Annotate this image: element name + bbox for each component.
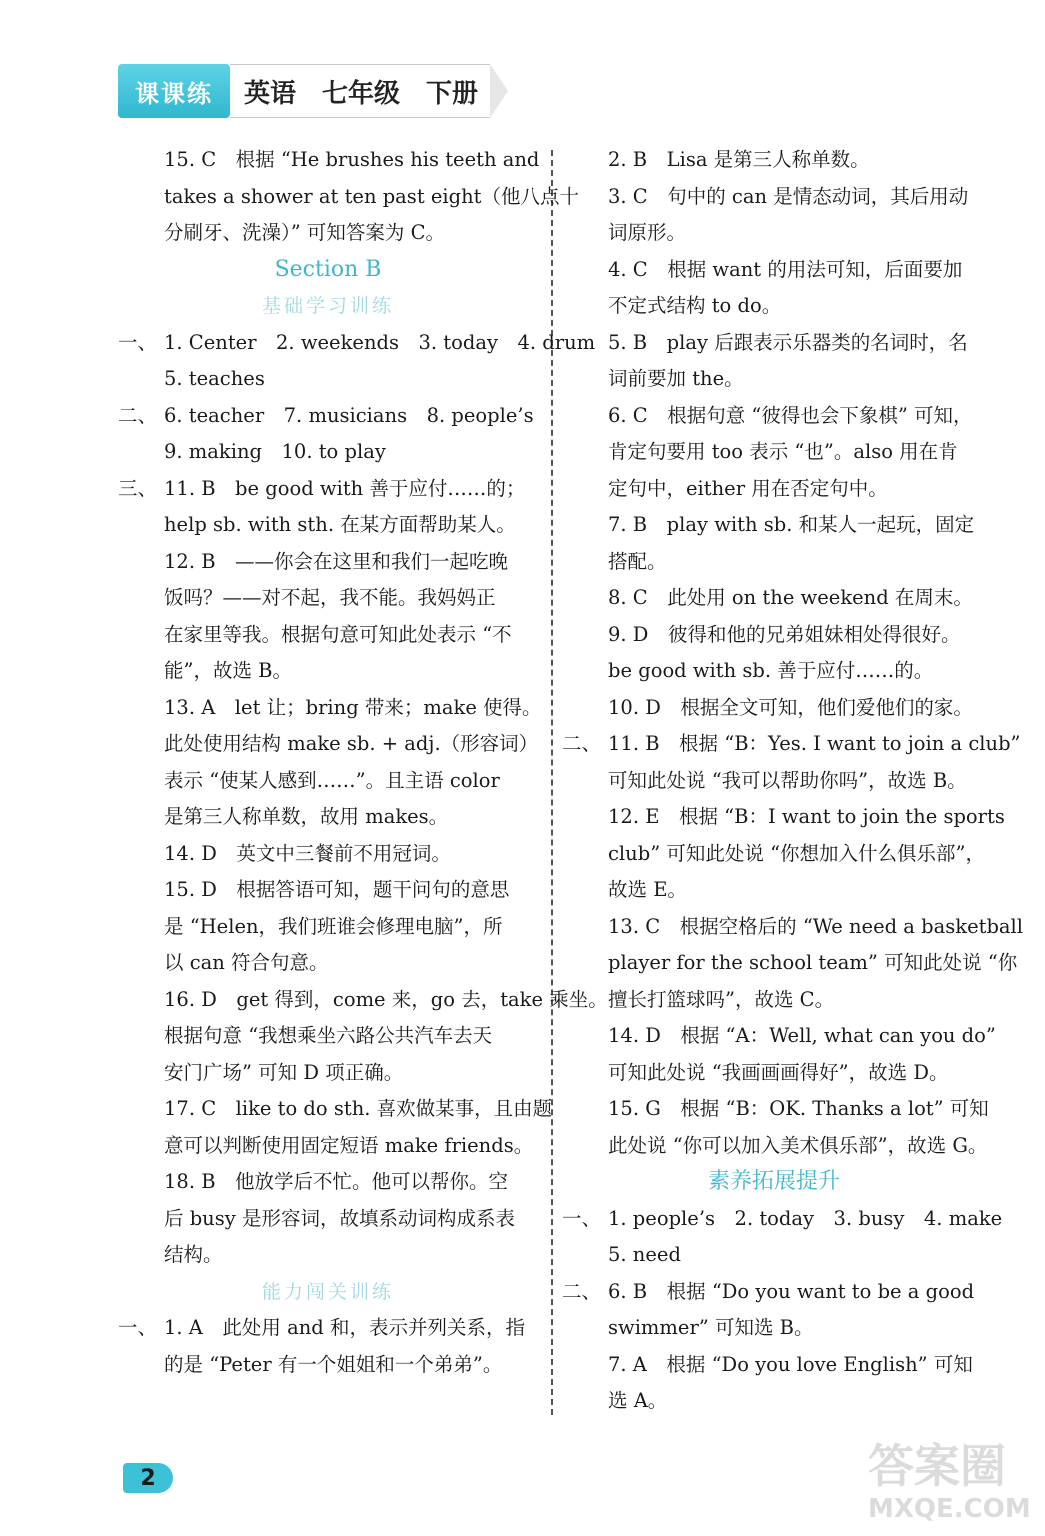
answer-text: 2. B Lisa 是第三人称单数。 — [608, 148, 870, 171]
answer-line — [562, 544, 986, 581]
answer-line — [118, 1201, 538, 1238]
answer-line — [562, 799, 1005, 836]
answer-text: 5. B play 后跟表示乐器类的名词时，名 — [608, 330, 968, 354]
answer-line — [562, 653, 986, 690]
page-number: 2 — [123, 1463, 173, 1493]
right-column — [562, 142, 1024, 1420]
answer-text: 搭配。 — [608, 549, 667, 573]
brand-logo — [118, 64, 230, 118]
left-column — [118, 142, 608, 1383]
answer-text: 故选 E。 — [608, 878, 687, 901]
answer-line — [562, 909, 1024, 946]
section-heading — [118, 252, 538, 289]
part-marker: 二、 — [562, 732, 602, 755]
part-marker: 一、 — [118, 330, 158, 354]
answer-text: 14. D 英文中三餐前不用冠词。 — [164, 841, 451, 865]
answer-text: 分刷牙、洗澡）” 可知答案为 C。 — [164, 221, 446, 244]
answer-line — [118, 215, 538, 252]
answer-text: 4. C 根据 want 的用法可知，后面要加 — [608, 257, 963, 281]
answer-text: player for the school team” 可知此处说 “你 — [608, 951, 1018, 974]
answer-line — [562, 1128, 986, 1165]
answer-line — [118, 544, 538, 581]
answer-line — [562, 1347, 986, 1384]
answer-line — [562, 471, 986, 508]
answer-text: 的是 “Peter 有一个姐姐和一个弟弟”。 — [164, 1352, 503, 1376]
answer-text: 安门广场” 可知 D 项正确。 — [164, 1060, 404, 1084]
answer-line — [118, 909, 538, 946]
book-title: 英语 七年级 下册 — [244, 78, 479, 109]
part-marker: 二、 — [562, 1279, 602, 1303]
answer-text: 不定式结构 to do。 — [608, 294, 782, 317]
answer-line — [562, 1274, 986, 1311]
answer-line — [562, 215, 986, 252]
answer-text: 此处使用结构 make sb. + adj.（形容词） — [164, 732, 539, 755]
answer-line — [562, 507, 986, 544]
answer-text: 13. A let 让；bring 带来；make 使得。 — [164, 695, 542, 719]
answer-line — [562, 361, 986, 398]
answer-text: 可知此处说 “我可以帮助你吗”，故选 B。 — [608, 768, 967, 792]
answer-line — [562, 398, 986, 435]
answer-text: 6. B 根据 “Do you want to be a good — [608, 1279, 975, 1303]
answer-text: 是第三人称单数，故用 makes。 — [164, 805, 449, 828]
part-marker: 一、 — [118, 1316, 158, 1339]
answer-line — [562, 580, 986, 617]
answer-line — [562, 836, 986, 873]
answer-line — [118, 179, 580, 216]
section-heading-text: Section B — [274, 256, 382, 282]
answer-line — [118, 872, 538, 909]
answer-text: 是 “Helen，我们班谁会修理电脑”，所 — [164, 914, 503, 938]
part-marker: 一、 — [562, 1206, 602, 1230]
answer-line — [562, 1018, 996, 1055]
section-heading-text: 能力闯关训练 — [261, 1280, 394, 1303]
answer-text: 15. G 根据 “B：OK. Thanks a lot” 可知 — [608, 1097, 989, 1120]
answer-line — [562, 142, 986, 179]
answer-text: 10. D 根据全文可知，他们爱他们的家。 — [608, 695, 973, 719]
answer-text: 定句中，either 用在否定句中。 — [608, 476, 888, 500]
answer-line — [562, 179, 986, 216]
answer-text: 擅长打篮球吗”，故选 C。 — [608, 987, 835, 1011]
answer-text: 6. C 根据句意 “彼得也会下象棋” 可知， — [608, 403, 973, 427]
answer-text: 结构。 — [164, 1243, 223, 1266]
watermark-logo — [868, 1430, 1038, 1530]
answer-text: 12. B ——你会在这里和我们一起吃晚 — [164, 549, 509, 573]
answer-text: 9. making 10. to play — [164, 440, 386, 463]
answer-text: 根据句意 “我想乘坐六路公共汽车去天 — [164, 1024, 493, 1047]
answer-text: 词前要加 the。 — [608, 367, 744, 390]
answer-line — [118, 653, 538, 690]
answer-line — [562, 763, 986, 800]
answer-text: 饭吗？——对不起，我不能。我妈妈正 — [164, 586, 496, 609]
answer-text: 可知此处说 “我画画画得好”，故选 D。 — [608, 1060, 949, 1084]
answer-line — [562, 982, 986, 1019]
answer-line — [562, 1201, 1003, 1238]
answer-text: 以 can 符合句意。 — [164, 951, 329, 974]
answer-text: 后 busy 是形容词，故填系动词构成系表 — [164, 1206, 515, 1230]
answer-text: 15. C 根据 “He brushes his teeth and — [164, 148, 540, 171]
answer-line — [118, 1164, 538, 1201]
answer-line — [562, 726, 1021, 763]
answer-line — [118, 325, 596, 362]
answer-line — [562, 1310, 986, 1347]
title-arrow-shape — [490, 64, 508, 118]
answer-line — [118, 1310, 538, 1347]
answer-line — [118, 507, 538, 544]
answer-line — [562, 690, 986, 727]
answer-line — [118, 361, 538, 398]
answer-line — [118, 434, 538, 471]
answer-text: 7. B play with sb. 和某人一起玩，固定 — [608, 513, 975, 536]
answer-line — [118, 617, 538, 654]
answer-text: 意可以判断使用固定短语 make friends。 — [164, 1133, 534, 1157]
answer-line — [118, 690, 542, 727]
brand-text: 课课练 — [135, 79, 213, 108]
answer-line — [118, 142, 538, 179]
section-heading — [118, 1274, 538, 1311]
answer-text: 5. teaches — [164, 367, 265, 390]
section-heading-text: 素养拓展提升 — [707, 1169, 840, 1194]
answer-line — [118, 726, 538, 763]
answer-text: 选 A。 — [608, 1389, 668, 1412]
answer-text: 12. E 根据 “B：I want to join the sports — [608, 805, 1005, 828]
answer-text: swimmer” 可知选 B。 — [608, 1316, 814, 1339]
answer-text: 16. D get 得到，come 来，go 去，take 乘坐。 — [164, 987, 608, 1011]
answer-line — [118, 799, 538, 836]
answer-line — [562, 1237, 986, 1274]
answer-line — [562, 252, 986, 289]
answer-line — [562, 617, 986, 654]
answer-text: 此处说 “你可以加入美术俱乐部”，故选 G。 — [608, 1133, 988, 1157]
answer-text: 1. Center 2. weekends 3. today 4. drum — [164, 330, 596, 354]
answer-line — [562, 288, 986, 325]
section-heading — [562, 1164, 986, 1201]
answer-line — [118, 1237, 538, 1274]
answer-text: 肯定句要用 too 表示 “也”。also 用在肯 — [608, 440, 958, 463]
answer-text: 3. C 句中的 can 是情态动词，其后用动 — [608, 184, 969, 208]
answer-line — [562, 325, 986, 362]
answer-line — [562, 434, 986, 471]
book-title-band — [230, 64, 490, 118]
watermark-url: MXQE.COM — [868, 1494, 1031, 1524]
answer-line — [118, 580, 538, 617]
answer-text: 15. D 根据答语可知，题干问句的意思 — [164, 878, 510, 901]
answer-line — [118, 471, 538, 508]
answer-text: 5. need — [608, 1243, 681, 1266]
answer-line — [118, 836, 538, 873]
answer-text: 9. D 彼得和他的兄弟姐妹相处得很好。 — [608, 622, 961, 646]
answer-text: be good with sb. 善于应付……的。 — [608, 659, 934, 682]
answer-line — [118, 982, 608, 1019]
answer-text: club” 可知此处说 “你想加入什么俱乐部”， — [608, 841, 986, 865]
answer-text: 13. C 根据空格后的 “We need a basketball — [608, 914, 1024, 938]
answer-text: help sb. with sth. 在某方面帮助某人。 — [164, 513, 516, 536]
answer-text: 7. A 根据 “Do you love English” 可知 — [608, 1352, 973, 1376]
answer-line — [562, 872, 986, 909]
answer-line — [118, 1128, 538, 1165]
section-heading — [118, 288, 538, 325]
part-marker: 二、 — [118, 403, 158, 427]
answer-text: 1. people’s 2. today 3. busy 4. make — [608, 1206, 1003, 1230]
answer-line — [118, 945, 538, 982]
answer-text: 6. teacher 7. musicians 8. people’s — [164, 403, 534, 427]
answer-text: 18. B 他放学后不忙。他可以帮你。空 — [164, 1170, 509, 1193]
answer-text: 能”，故选 B。 — [164, 659, 292, 682]
answer-text: 8. C 此处用 on the weekend 在周末。 — [608, 586, 973, 609]
answer-line — [118, 1091, 553, 1128]
page-header — [118, 64, 508, 118]
section-heading-text: 基础学习训练 — [261, 295, 394, 317]
answer-line — [118, 763, 538, 800]
part-marker: 三、 — [118, 476, 158, 500]
answer-text: 在家里等我。根据句意可知此处表示 “不 — [164, 622, 512, 646]
answer-text: 17. C like to do sth. 喜欢做某事，且由题 — [164, 1097, 553, 1120]
answer-line — [562, 1055, 986, 1092]
answer-line — [562, 1091, 989, 1128]
answer-text: 表示 “使某人感到……”。且主语 color — [164, 768, 500, 792]
answer-text: takes a shower at ten past eight（他八点十 — [164, 184, 580, 208]
answer-text: 14. D 根据 “A：Well, what can you do” — [608, 1024, 996, 1047]
answer-line — [562, 945, 1018, 982]
answer-text: 11. B 根据 “B：Yes. I want to join a club” — [608, 732, 1021, 755]
answer-line — [118, 1055, 538, 1092]
answer-text: 1. A 此处用 and 和，表示并列关系，指 — [164, 1316, 525, 1339]
answer-text: 词原形。 — [608, 221, 687, 244]
answer-line — [562, 1383, 986, 1420]
answer-line — [118, 1347, 538, 1384]
answer-text: 11. B be good with 善于应付……的； — [164, 476, 526, 500]
watermark-text: 答案圈 — [868, 1439, 1006, 1493]
answer-line — [118, 1018, 538, 1055]
answer-line — [118, 398, 538, 435]
